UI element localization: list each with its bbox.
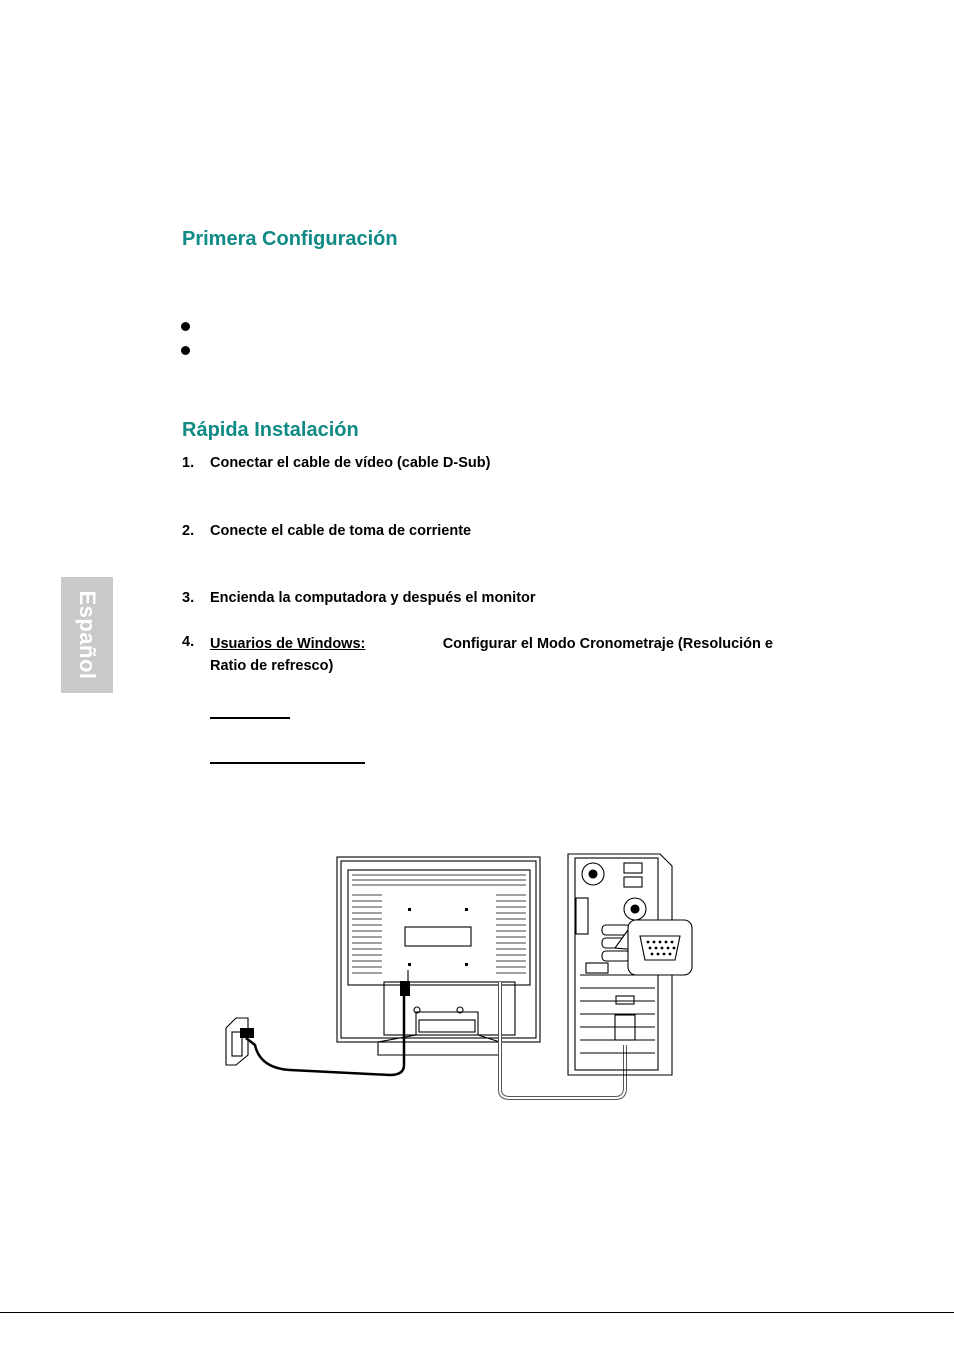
step-text-line1: Configurar el Modo Cronometraje (Resolución e — [442, 636, 773, 652]
step-text: Conecte el cable de toma de corriente — [210, 523, 472, 539]
step-number: 1. — [182, 455, 195, 471]
underline-rule — [210, 717, 290, 719]
language-side-tab — [61, 577, 113, 693]
connection-diagram — [220, 850, 700, 1105]
footer-rule — [0, 1312, 954, 1313]
step-text: Conectar el cable de vídeo (cable D-Sub) — [210, 455, 491, 471]
step-number: 2. — [182, 523, 195, 539]
language-label: Español — [75, 590, 100, 680]
windows-users-label: Usuarios de Windows: — [210, 636, 366, 652]
step-text-line2: Ratio de refresco) — [210, 658, 334, 674]
step-text: Encienda la computadora y después el monitor — [210, 590, 536, 606]
section-title-rapida: Rápida Instalación — [182, 419, 359, 441]
monitor-back-illustration — [337, 857, 540, 1055]
bullet-point — [181, 322, 190, 331]
vga-port-zoom-illustration — [615, 920, 692, 975]
step-number: 3. — [182, 590, 195, 606]
underline-rule — [210, 762, 365, 764]
section-title-primera: Primera Configuración — [182, 228, 398, 250]
bullet-point — [181, 346, 190, 355]
step-text — [210, 633, 773, 677]
step-number: 4. — [182, 634, 195, 650]
